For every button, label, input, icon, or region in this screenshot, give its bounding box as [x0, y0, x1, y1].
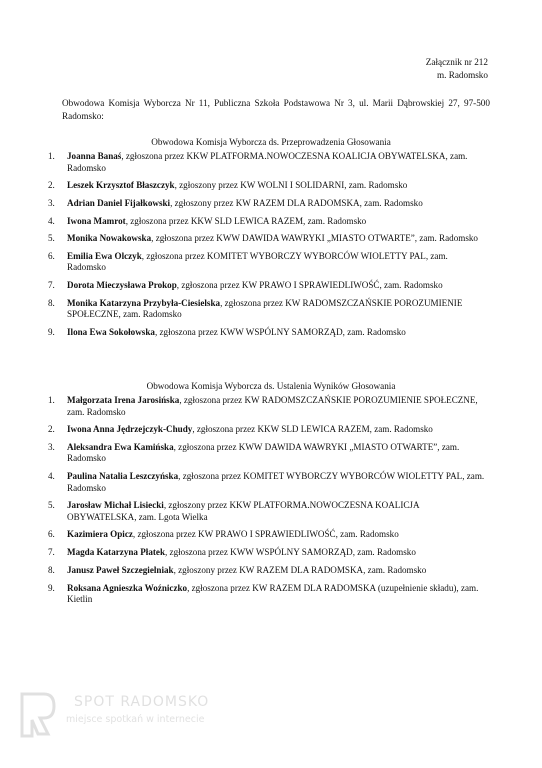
member-text: [67, 198, 488, 210]
member-number: 5.: [48, 500, 55, 511]
member-number: 9.: [48, 582, 55, 593]
member-text: [67, 251, 488, 274]
member-details: , zgłoszona przez KKW PLATFORMA.NOWOCZESNA KOALICJA OBYWATELSKA, zam. Radomsko: [67, 151, 468, 173]
member-name: Adrian Daniel Fijałkowski: [67, 197, 171, 208]
member-text: [67, 471, 488, 494]
member-number: 1.: [48, 151, 55, 161]
member-details: , zgłoszona przez KW PRAWO I SPRAWIEDLIWOŚĆ, zam. Radomsko: [132, 529, 399, 540]
member-name: Jarosław Michał Lisiecki: [67, 500, 164, 511]
section-title-voting: Obwodowa Komisja Wyborcza ds. Przeprowadzenia Głosowania: [151, 137, 391, 147]
commission-intro: Obwodowa Komisja Wyborcza Nr 11, Publiczna Szkoła Podstawowa Nr 3, ul. Marii Dąbrowskiej 27, 97-500 Radomsko:: [62, 98, 490, 121]
member-name: Monika Katarzyna Przybyła-Ciesielska: [67, 297, 221, 308]
member-text: [67, 500, 488, 523]
member-text: [67, 233, 488, 245]
member-text: [67, 583, 488, 606]
member-details: , zgłoszona przez KW RAZEM DLA RADOMSKA (uzupełnienie składu), zam. Kietlin: [67, 582, 479, 604]
attachment-place: m. Radomsko: [436, 70, 488, 80]
member-text: [67, 180, 488, 192]
watermark: [18, 690, 218, 740]
member-item: [48, 565, 488, 577]
member-details: , zgłoszona przez KWW WSPÓLNY SAMORZĄD, zam. Radomsko: [165, 547, 416, 558]
member-item: [48, 233, 488, 245]
spot-radomsko-logo-icon: [18, 690, 58, 740]
member-details: , zgłoszona przez KKW SLD LEWICA RAZEM, zam. Radomsko: [192, 424, 433, 435]
attachment-number: Załącznik nr 212: [425, 57, 488, 67]
section-title-results: Obwodowa Komisja Wyborcza ds. Ustalenia Wyników Głosowania: [146, 381, 396, 391]
member-number: 4.: [48, 471, 55, 482]
member-list-results: [48, 395, 488, 612]
member-details: , zgłoszony przez KW RAZEM DLA RADOMSKA, zam. Radomsko: [173, 564, 427, 575]
member-number: 3.: [48, 197, 55, 208]
member-item: [48, 151, 488, 174]
member-name: Małgorzata Irena Jarosińska: [67, 395, 180, 405]
member-number: 2.: [48, 180, 55, 191]
attachment-header: [426, 56, 488, 82]
member-name: Aleksandra Ewa Kamińska: [67, 441, 174, 452]
member-number: 8.: [48, 564, 55, 575]
member-details: , zgłoszona przez KWW DAWIDA WAWRYKI „MIASTO OTWARTE”, zam. Radomsko: [67, 441, 460, 464]
member-item: [48, 216, 488, 228]
member-text: [67, 216, 488, 228]
member-text: [67, 424, 488, 436]
member-item: [48, 198, 488, 210]
member-item: [48, 298, 488, 321]
member-name: Janusz Paweł Szczegielniak: [67, 564, 174, 575]
member-name: Emilia Ewa Olczyk: [67, 250, 142, 261]
member-number: 9.: [48, 327, 55, 337]
member-name: Roksana Agnieszka Woźniczko: [67, 582, 188, 593]
member-item: [48, 583, 488, 606]
member-text: [67, 327, 488, 339]
member-name: Ilona Ewa Sokołowska: [67, 327, 155, 337]
member-number: 5.: [48, 233, 55, 244]
member-number: 8.: [48, 297, 55, 308]
member-name: Paulina Natalia Leszczyńska: [67, 471, 179, 482]
member-item: [48, 547, 488, 559]
member-details: , zgłoszony przez KKW PLATFORMA.NOWOCZESNA KOALICJA OBYWATELSKA, zam. Lgota Wielka: [67, 500, 420, 522]
member-number: 2.: [48, 424, 55, 435]
member-text: [67, 280, 488, 292]
member-details: , zgłoszony przez KW WOLNI I SOLIDARNI, zam. Radomsko: [174, 180, 408, 191]
member-item: [48, 471, 488, 494]
member-name: Iwona Mamrot: [67, 215, 126, 226]
member-number: 6.: [48, 529, 55, 540]
watermark-title: SPOT RADOMSKO: [74, 694, 210, 710]
member-item: [48, 280, 488, 292]
member-details: , zgłoszona przez KOMITET WYBORCZY WYBORCÓW WIOLETTY PAL, zam. Radomsko: [67, 471, 485, 493]
member-number: 6.: [48, 250, 55, 261]
member-text: [67, 565, 488, 577]
member-item: [48, 251, 488, 274]
member-details: , zgłoszona przez KOMITET WYBORCZY WYBORCÓW WIOLETTY PAL, zam. Radomsko: [67, 250, 448, 273]
member-item: [48, 442, 488, 465]
member-number: 7.: [48, 547, 55, 558]
member-text: [67, 442, 488, 465]
member-number: 7.: [48, 280, 55, 291]
member-details: , zgłoszona przez KWW DAWIDA WAWRYKI „MIASTO OTWARTE”, zam. Radomsko: [151, 233, 478, 244]
member-item: [48, 529, 488, 541]
member-number: 4.: [48, 215, 55, 226]
member-details: , zgłoszona przez KWW WSPÓLNY SAMORZĄD, zam. Radomsko: [154, 327, 406, 337]
member-name: Monika Nowakowska: [67, 233, 152, 244]
member-item: [48, 395, 488, 418]
watermark-subtitle: miejsce spotkań w internecie: [66, 714, 205, 725]
member-name: Dorota Mieczysława Prokop: [67, 280, 177, 291]
member-name: Leszek Krzysztof Błaszczyk: [67, 180, 175, 191]
member-name: Iwona Anna Jędrzejczyk-Chudy: [67, 424, 193, 435]
member-item: [48, 180, 488, 192]
member-text: [67, 395, 488, 418]
member-item: [48, 500, 488, 523]
member-details: , zgłoszona przez KW PRAWO I SPRAWIEDLIWOŚĆ, zam. Radomsko: [176, 280, 443, 291]
member-text: [67, 547, 488, 559]
member-name: Magda Katarzyna Płatek: [67, 547, 165, 558]
member-name: Kazimiera Opicz: [67, 529, 133, 540]
member-item: [48, 424, 488, 436]
member-number: 1.: [48, 395, 55, 405]
member-text: [67, 529, 488, 541]
member-list-voting: [48, 151, 488, 345]
member-item: [48, 327, 488, 339]
member-details: , zgłoszona przez KW RADOMSZCZAŃSKIE POROZUMIENIE SPOŁECZNE, zam. Radomsko: [67, 395, 478, 417]
member-name: Joanna Banaś: [67, 151, 122, 161]
member-details: , zgłoszony przez KW RAZEM DLA RADOMSKA, zam. Radomsko: [170, 197, 423, 208]
member-text: [67, 151, 488, 174]
member-text: [67, 298, 488, 321]
member-details: , zgłoszona przez KKW SLD LEWICA RAZEM, zam. Radomsko: [125, 215, 367, 226]
member-number: 3.: [48, 441, 55, 452]
member-details: , zgłoszona przez KW RADOMSZCZAŃSKIE POROZUMIENIE SPOŁECZNE, zam. Radomsko: [67, 297, 463, 320]
